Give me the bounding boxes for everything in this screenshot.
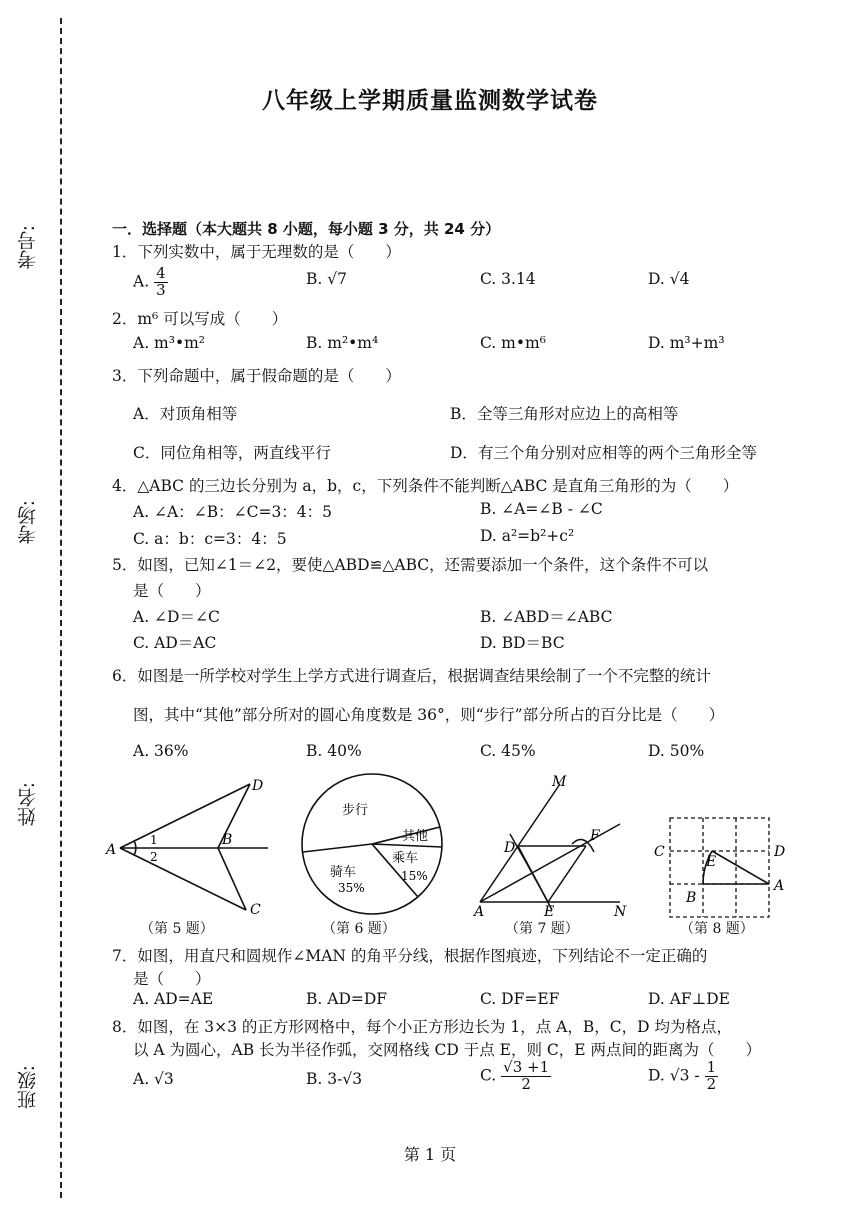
q2-option-c: C. m•m⁶ [480,334,546,352]
q7-option-b: B. AD=DF [306,990,388,1008]
fig7-label-a: A [474,904,485,920]
fig5-line-ac [120,848,246,910]
q3-option-c: C．同位角相等，两直线平行 [133,444,331,462]
q8-option-b: B. 3-√3 [306,1070,363,1088]
figure-5-diagram [100,772,280,922]
q3-option-d: D．有三个角分别对应相等的两个三角形全等 [450,444,757,462]
q2-option-b: B. m²•m⁴ [306,334,379,352]
exam-room-label: 考场: [17,500,39,545]
fig5-label-1: 1 [150,833,158,847]
fig8-label-d: D [774,844,786,860]
q6-option-c: C. 45% [480,742,536,760]
q8-option-c-fraction [501,1060,551,1093]
q6-option-b: B. 40% [306,742,362,760]
q4-option-c: C. a：b：c=3：4：5 [133,530,287,548]
figure-6-pie-chart [298,772,448,920]
figure-6-caption: （第 6 题） [322,921,396,937]
fig5-line-bc [218,848,246,910]
q8-option-a: A. √3 [133,1070,174,1088]
fig6-label-bus: 乘车 [392,851,419,866]
q8-c-denominator: 2 [521,1074,531,1093]
q1-option-a [133,266,168,299]
binding-dashed-line [60,18,62,1198]
page-number: 第 1 页 [403,1145,457,1164]
q2-stem: 2．m⁶ 可以写成（ ） [112,310,288,328]
fig5-label-a: A [106,842,117,858]
figure-8-grid [650,800,800,920]
q5-option-c: C. AD＝AC [133,634,217,652]
q8-stem-line1: 8．如图，在 3×3 的正方形网格中，每个小正方形边长为 1，点 A，B，C，D 均为格点， [112,1018,732,1036]
figure-7-angle-bisector [470,772,630,922]
q3-option-b: B．全等三角形对应边上的高相等 [450,405,679,423]
q1-a-denominator: 3 [156,280,166,299]
q5-option-a: A. ∠D＝∠C [133,608,220,626]
q6-option-a: A. 36% [133,742,189,760]
q6-stem-line1: 6．如图是一所学校对学生上学方式进行调查后，根据调查结果绘制了一个不完整的统计 [112,667,711,685]
fig6-label-other: 其他 [402,829,429,844]
q7-stem-line1: 7．如图，用直尺和圆规作∠MAN 的角平分线，根据作图痕迹，下列结论不一定正确的 [112,947,708,965]
q5-option-b: B. ∠ABD＝∠ABC [480,608,613,626]
q5-option-d: D. BD＝BC [480,634,565,652]
q1-option-c: C. 3.14 [480,270,536,288]
fig7-ray-am [480,784,560,902]
fig6-divider-bike-walk [303,844,372,852]
fig6-label-bus-percent: 15% [401,869,428,883]
fig5-label-2: 2 [150,850,158,864]
fig8-grid-border [670,818,769,917]
q8-stem-line2: 以 A 为圆心，AB 长为半径作弧，交网格线 CD 于点 E，则 C，E 两点间的距离为（ ） [133,1041,761,1059]
fig8-label-a: A [774,878,785,894]
q8-d-denominator: 2 [706,1074,717,1093]
fig8-label-e: E [706,854,717,870]
section-heading: 一．选择题（本大题共 8 小题，每小题 3 分，共 24 分） [112,220,501,238]
q5-stem-line2: 是（ ） [133,582,211,600]
exam-number-label: 考号: [17,225,39,270]
fig6-label-walk: 步行 [342,803,369,818]
q1-option-d: D. √4 [648,270,690,288]
fig7-label-d: D [504,840,516,856]
fig5-label-c: C [250,902,261,918]
q8-option-c-label: C. [480,1066,497,1085]
q1-option-b: B. √7 [306,270,347,288]
fig7-label-m: M [552,774,567,790]
q7-stem-line2: 是（ ） [133,970,211,988]
q6-option-d: D. 50% [648,742,705,760]
q1-option-a-label: A. [133,272,150,291]
q1-stem: 1．下列实数中，属于无理数的是（ ） [112,243,401,261]
figure-5-caption: （第 5 题） [140,921,214,937]
q6-stem-line2: 图，其中“其他”部分所对的圆心角度数是 36°，则“步行”部分所占的百分比是（ ） [133,706,725,724]
q1-option-a-fraction [154,266,168,299]
q1-a-numerator: 4 [156,264,166,282]
fig6-label-bike-percent: 35% [338,881,365,895]
class-label: 班级: [17,1065,39,1110]
fig8-label-c: C [654,844,665,860]
q8-c-numerator: √3 +1 [503,1058,550,1076]
student-name-label: 姓名: [17,782,39,827]
q4-option-a: A. ∠A：∠B：∠C=3：4：5 [133,503,333,521]
q3-option-a: A．对顶角相等 [133,405,238,423]
figure-7-caption: （第 7 题） [505,921,579,937]
q8-option-d-label: D. √3 - [648,1066,700,1085]
q3-stem: 3．下列命题中，属于假命题的是（ ） [112,367,401,385]
q7-option-a: A. AD=AE [133,990,214,1008]
q7-option-c: C. DF=EF [480,990,560,1008]
fig8-segment-ae [712,851,769,884]
q4-option-d: D. a²=b²+c² [480,527,575,545]
q2-option-a: A. m³•m² [133,334,206,352]
q8-option-d [648,1060,718,1093]
fig7-line-fe [548,846,586,902]
fig7-label-f: F [590,828,600,844]
fig6-divider-other-bus [372,844,442,847]
q8-d-numerator: 1 [706,1058,717,1076]
fig8-label-b: B [686,890,697,906]
q4-stem: 4．△ABC 的三边长分别为 a，b，c，下列条件不能判断△ABC 是直角三角形的为（ ） [112,477,739,495]
q4-option-b: B. ∠A=∠B - ∠C [480,500,603,518]
q5-stem-line1: 5．如图，已知∠1＝∠2，要使△ABD≌△ABC，还需要添加一个条件，这个条件不可以 [112,556,709,574]
fig7-label-n: N [614,904,627,920]
exam-title: 八年级上学期质量监测数学试卷 [262,88,598,114]
fig5-label-d: D [252,778,264,794]
fig6-label-bike: 骑车 [330,865,357,880]
q7-option-d: D. AF⊥DE [648,990,730,1008]
figure-8-caption: （第 8 题） [680,921,754,937]
q2-option-d: D. m³+m³ [648,334,725,352]
q8-option-c [480,1060,551,1093]
fig7-label-e: E [544,904,555,920]
q8-option-d-fraction [705,1060,719,1093]
fig5-label-b: B [222,832,233,848]
